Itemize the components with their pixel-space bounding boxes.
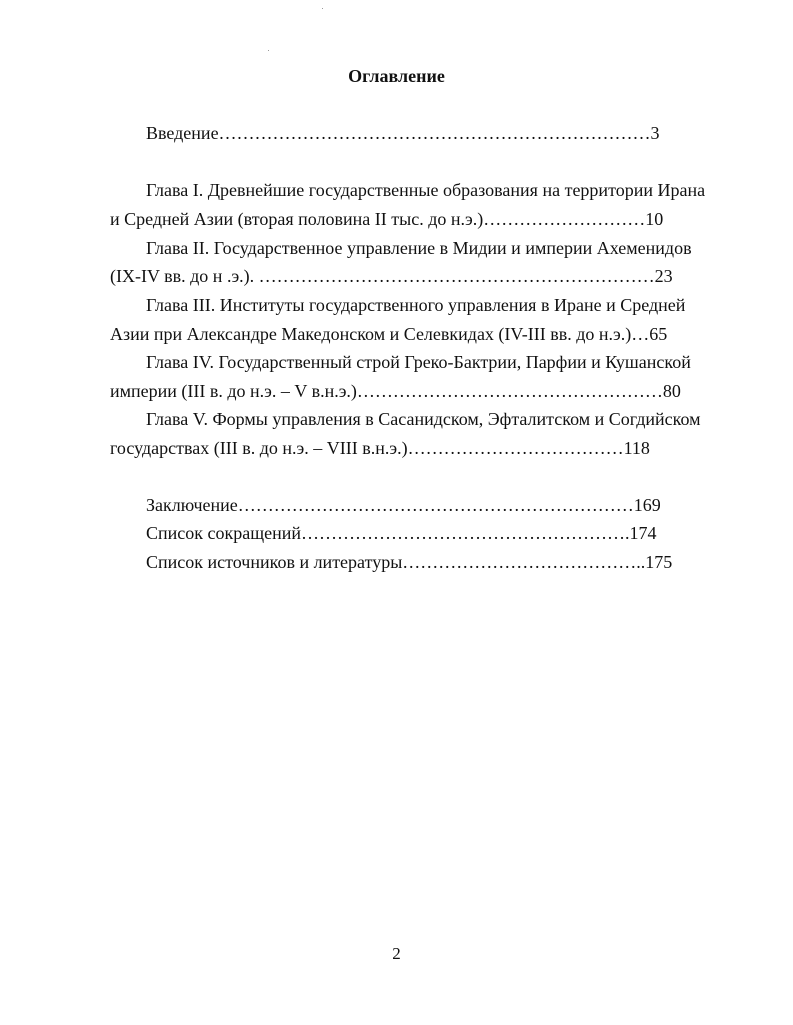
toc-entry-text: Азии при Александре Македонском и Селевкидах (IV-III вв. до н.э.)…65 — [110, 324, 668, 344]
toc-entry-text: Глава V. Формы управления в Сасанидском, Эфталитском и Согдийском — [146, 409, 701, 429]
toc-entry-text: Список сокращений……………………………………………….174 — [146, 523, 657, 543]
toc-entry-text: империи (III в. до н.э. – V в.н.э.)……………………………………………80 — [110, 381, 681, 401]
scan-speck — [322, 8, 323, 9]
toc-entry-text: Глава IV. Государственный строй Греко-Бактрии, Парфии и Кушанской — [146, 352, 691, 372]
toc-entry-text: (IX-IV вв. до н .э.). …………………………………………………………23 — [110, 266, 673, 286]
toc-entry-text: и Средней Азии (вторая половина II тыс. до н.э.)………………………10 — [110, 209, 664, 229]
toc-entry-text: Введение………………………………………………………………3 — [146, 123, 660, 143]
toc-entry-text: Список источников и литературы…………………………………..175 — [146, 552, 673, 572]
toc-entry-text: государствах (III в. до н.э. – VIII в.н.э.)………………………………118 — [110, 438, 650, 458]
toc-entry-text: Глава III. Институты государственного управления в Иране и Средней — [146, 295, 686, 315]
toc-entry-text: Глава I. Древнейшие государственные образования на территории Ирана — [146, 180, 706, 200]
toc-heading: Оглавление — [348, 66, 445, 86]
scan-speck — [268, 50, 269, 51]
toc-entry-text: Глава II. Государственное управление в Мидии и империи Ахеменидов — [146, 238, 692, 258]
toc-entry-text: Заключение…………………………………………………………169 — [146, 495, 661, 515]
page-number: 2 — [392, 944, 401, 963]
